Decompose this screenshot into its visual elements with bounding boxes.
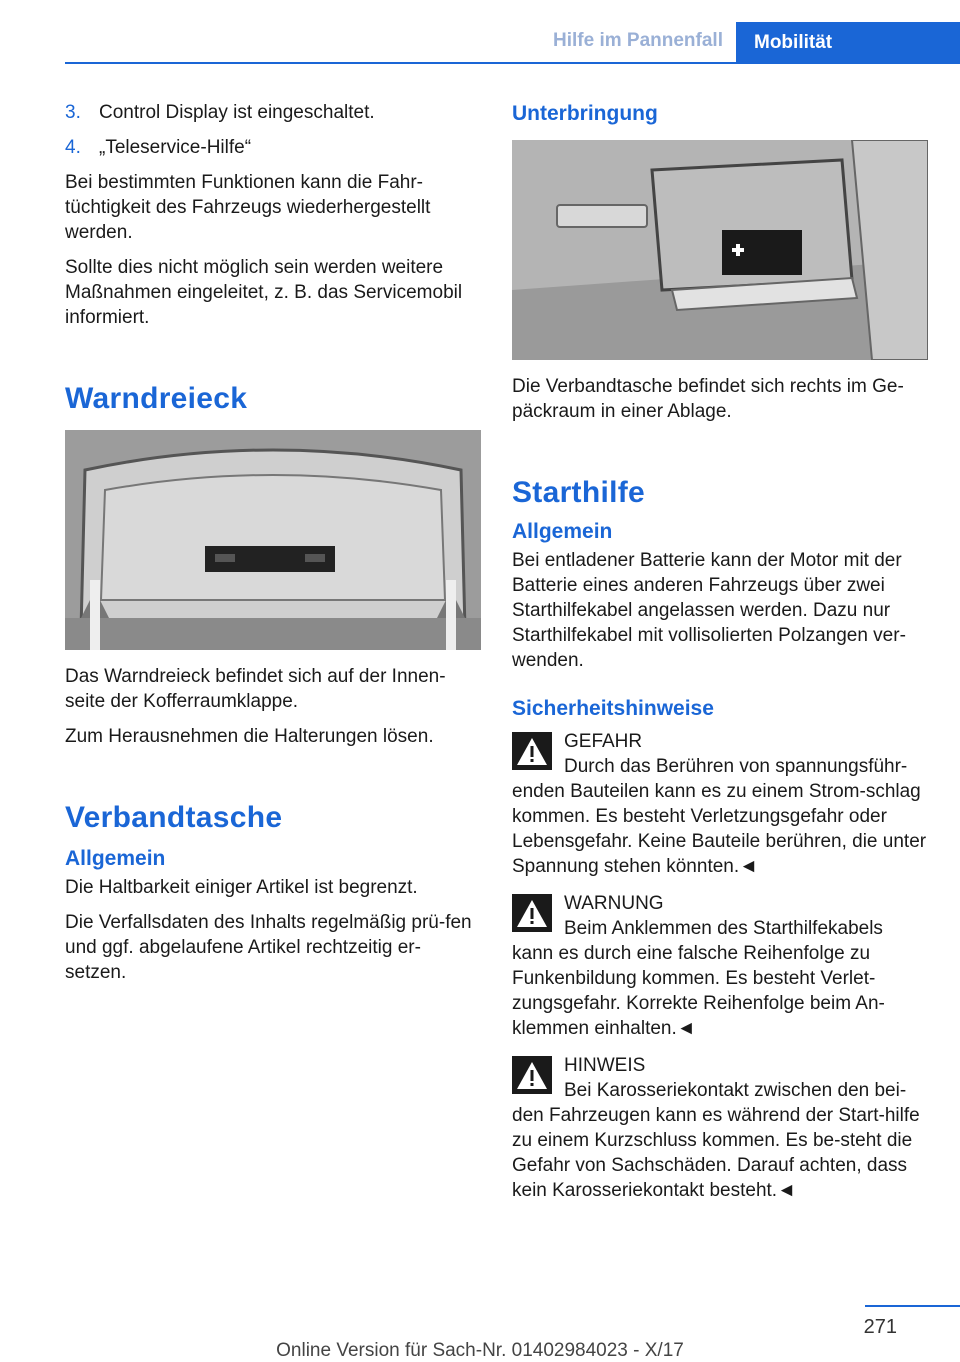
list-number: 3.: [65, 102, 81, 123]
left-column: [65, 100, 481, 995]
paragraph: Das Warndreieck befindet sich auf der Innen-seite der Kofferraumklappe.: [65, 666, 446, 712]
storage-illustration: [512, 140, 928, 360]
warning-block-gefahr: [512, 729, 928, 879]
right-column: [512, 100, 928, 1215]
warning-block-hinweis: [512, 1053, 928, 1203]
warning-text: Bei Karosseriekontakt zwischen den bei-den Fahrzeugen kann es während der Start-hilfe zu einem Kurzschluss kommen. Es be-steht die Gefahr von Sachschäden. Darauf achten, dass kein Karosseriekontakt besteht.◄: [512, 1080, 920, 1201]
list-text: Control Display ist eingeschaltet.: [99, 102, 375, 123]
warning-text: Beim Anklemmen des Starthilfekabels kann es durch eine falsche Reihenfolge zu Funkenbildung kommen. Es besteht Verlet-zungsgefahr. Korrekte Reihenfolge beim An-klemmen einhalten.◄: [512, 918, 885, 1039]
paragraph: Bei entladener Batterie kann der Motor mit der Batterie eines anderen Fahrzeugs über zwei Starthilfekabel angelassen werden. Dazu nur Starthilfekabel mit vollisolierten Polzangen ver-wenden.: [512, 550, 906, 671]
paragraph: Bei bestimmten Funktionen kann die Fahr-tüchtigkeit des Fahrzeugs wiederhergestellt werden.: [65, 172, 431, 243]
online-version-note: Online Version für Sach-Nr. 01402984023 - X/17: [276, 1340, 684, 1361]
subheading-sicherheitshinweise: Sicherheitshinweise: [512, 697, 714, 720]
list-number: 4.: [65, 137, 81, 158]
header-section: Hilfe im Pannenfall: [553, 30, 723, 51]
paragraph: Sollte dies nicht möglich sein werden weitere Maßnahmen eingeleitet, z. B. das Servicemobil informiert.: [65, 257, 463, 328]
footer-rule: [865, 1305, 960, 1307]
warning-triangle-icon: [512, 1056, 552, 1094]
first-aid-storage-image: [512, 140, 928, 360]
subheading-allgemein: Allgemein: [65, 847, 166, 870]
warning-block-warnung: [512, 891, 928, 1041]
warning-triangle-icon: [512, 732, 552, 770]
page-number: 271: [863, 1316, 897, 1338]
subheading-unterbringung: Unterbringung: [512, 102, 658, 125]
trunk-lid-image: [65, 430, 481, 650]
trunk-lid-illustration: [65, 430, 481, 650]
warning-label: HINWEIS: [564, 1055, 646, 1076]
paragraph: Zum Herausnehmen die Halterungen lösen.: [65, 726, 434, 747]
warning-triangle-icon: [512, 894, 552, 932]
paragraph: Die Verfallsdaten des Inhalts regelmäßig prü-fen und ggf. abgelaufene Artikel rechtzeitig er-setzen.: [65, 912, 472, 983]
heading-starthilfe: Starthilfe: [512, 476, 646, 509]
paragraph: Die Verbandtasche befindet sich rechts im Ge-päckraum in einer Ablage.: [512, 376, 904, 422]
warning-label: WARNUNG: [564, 893, 664, 914]
list-item: [65, 100, 481, 125]
paragraph: Die Haltbarkeit einiger Artikel ist begrenzt.: [65, 877, 418, 898]
heading-warndreieck: Warndreieck: [65, 382, 248, 415]
heading-verbandtasche: Verbandtasche: [65, 801, 283, 834]
header-tab: Mobilität: [736, 22, 960, 63]
list-text: „Teleservice-Hilfe“: [99, 137, 252, 158]
list-item: [65, 135, 481, 160]
warning-text: Durch das Berühren von spannungsführ-enden Bauteilen kann es zu einem Strom-schlag kommen. Es besteht Verletzungsgefahr oder Lebensgefahr. Keine Bauteile berühren, die unter Spannung stehen könnten.◄: [512, 756, 927, 877]
subheading-allgemein: Allgemein: [512, 520, 613, 543]
warning-label: GEFAHR: [564, 731, 643, 752]
header-rule: [65, 62, 960, 64]
